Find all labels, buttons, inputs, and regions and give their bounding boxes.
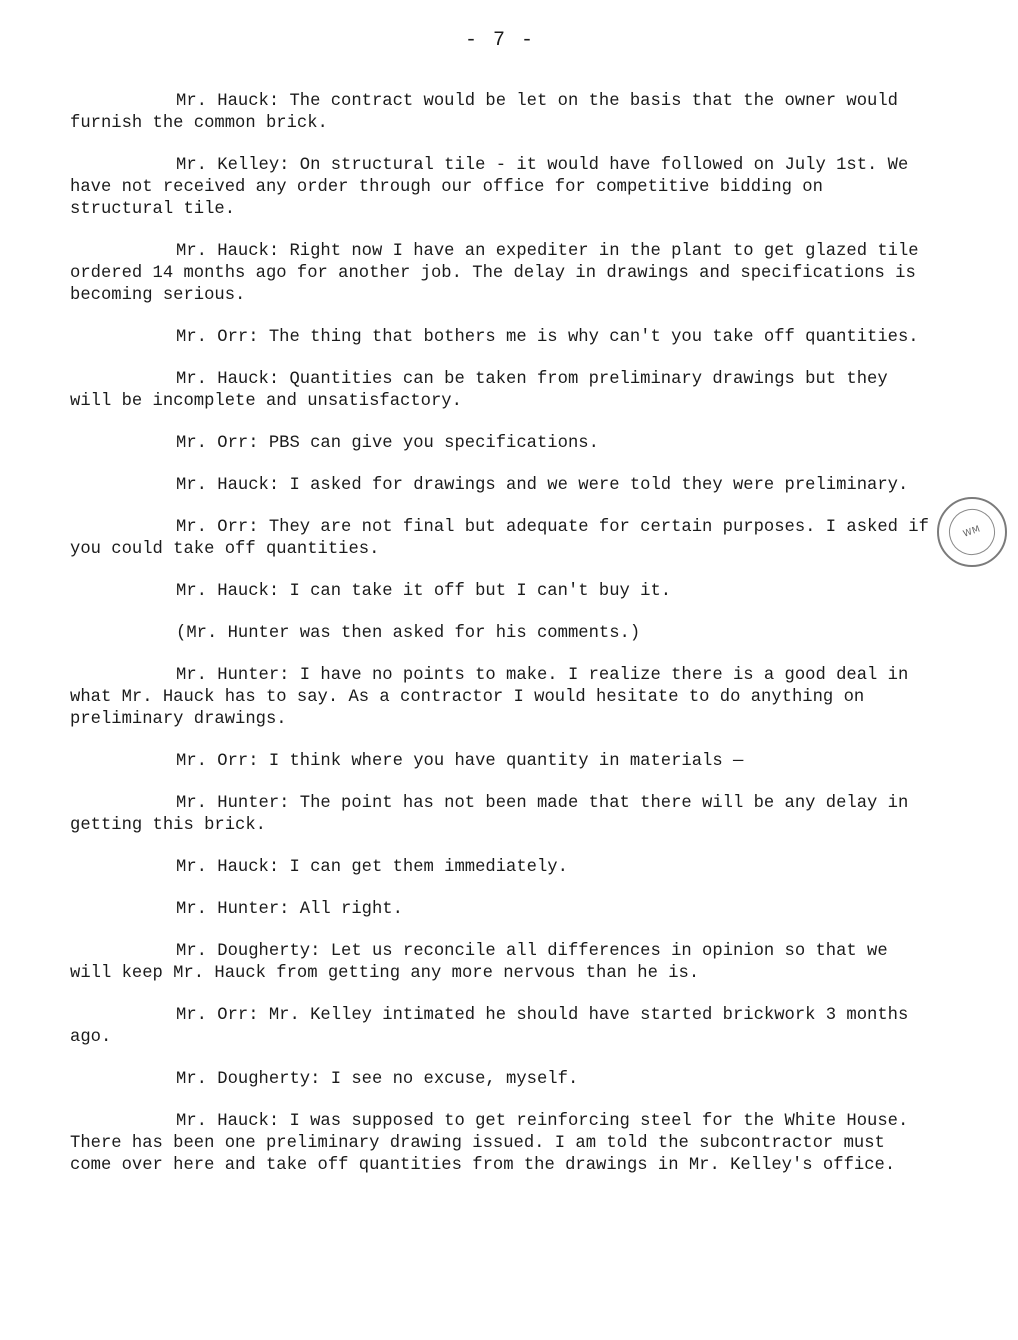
- library-seal-stamp: [937, 497, 1007, 567]
- library-seal-icon: [943, 503, 1002, 562]
- paragraph-11: Mr. Hunter: I have no points to make. I realize there is a good deal in what Mr. Hauck has to say. As a contractor I would hesitate to do anything on preliminary drawings.: [70, 666, 909, 729]
- paragraph-17: Mr. Orr: Mr. Kelley intimated he should have started brickwork 3 months ago.: [70, 1006, 909, 1047]
- paragraph-9: Mr. Hauck: I can take it off but I can't buy it.: [176, 582, 672, 601]
- paragraph-16: Mr. Dougherty: Let us reconcile all differences in opinion so that we will keep Mr. Hauck from getting any more nervous than he is.: [70, 942, 888, 983]
- paragraph-7: Mr. Hauck: I asked for drawings and we were told they were preliminary.: [176, 476, 909, 495]
- paragraph-5: Mr. Hauck: Quantities can be taken from preliminary drawings but they will be incomplete and unsatisfactory.: [70, 370, 888, 411]
- paragraph-14: Mr. Hauck: I can get them immediately.: [176, 858, 568, 877]
- paragraph-15: Mr. Hunter: All right.: [176, 900, 403, 919]
- paragraph-10: (Mr. Hunter was then asked for his comments.): [176, 624, 641, 643]
- paragraph-19: Mr. Hauck: I was supposed to get reinforcing steel for the White House. There has been one preliminary drawing issued. I am told the subcontractor must come over here and take off quantities from the drawings in Mr. Kelley's office.: [70, 1112, 909, 1175]
- transcript-body: [70, 91, 932, 1197]
- paragraph-3: Mr. Hauck: Right now I have an expediter in the plant to get glazed tile ordered 14 months ago for another job. The delay in drawings and specifications is becoming serious.: [70, 242, 919, 305]
- paragraph-4: Mr. Orr: The thing that bothers me is why can't you take off quantities.: [176, 328, 919, 347]
- paragraph-1: Mr. Hauck: The contract would be let on the basis that the owner would furnish the common brick.: [70, 92, 898, 133]
- paragraph-13: Mr. Hunter: The point has not been made that there will be any delay in getting this brick.: [70, 794, 909, 835]
- paragraph-18: Mr. Dougherty: I see no excuse, myself.: [176, 1070, 579, 1089]
- paragraph-2: Mr. Kelley: On structural tile - it would have followed on July 1st. We have not received any order through our office for competitive bidding on structural tile.: [70, 156, 909, 219]
- page-number: - 7 -: [464, 29, 535, 52]
- paragraph-12: Mr. Orr: I think where you have quantity in materials —: [176, 752, 744, 771]
- stamp-inner-text: WM: [961, 524, 983, 540]
- paragraph-8: Mr. Orr: They are not final but adequate for certain purposes. I asked if you could take off quantities.: [70, 518, 929, 559]
- paragraph-6: Mr. Orr: PBS can give you specifications.: [176, 434, 599, 453]
